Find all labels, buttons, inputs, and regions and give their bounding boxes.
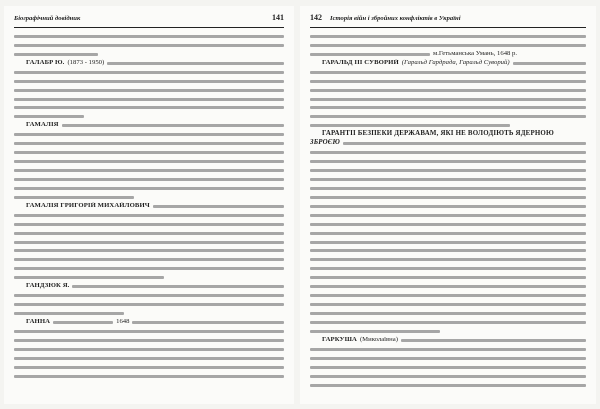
illegible-text-placeholder — [153, 205, 284, 208]
text-line — [310, 112, 586, 121]
text-line — [310, 381, 586, 390]
illegible-text-placeholder — [310, 205, 586, 208]
illegible-text-placeholder — [310, 124, 510, 127]
illegible-text-placeholder — [14, 303, 284, 306]
section-heading-line2: ЗБРОЄЮ — [310, 139, 340, 147]
text-line — [310, 255, 586, 264]
page-header — [14, 13, 284, 28]
text-line — [14, 255, 284, 264]
text-line — [14, 112, 284, 121]
page-body — [310, 32, 586, 390]
illegible-text-placeholder — [14, 35, 284, 38]
text-line — [14, 247, 284, 256]
illegible-text-placeholder — [14, 115, 84, 118]
illegible-text-placeholder — [310, 53, 430, 56]
running-head: Історія війн і збройних конфліктів в Україні — [330, 15, 461, 22]
illegible-text-placeholder — [14, 357, 284, 360]
illegible-text-placeholder — [310, 169, 586, 172]
illegible-text-placeholder — [310, 303, 586, 306]
text-line — [310, 309, 586, 318]
illegible-text-placeholder — [310, 187, 586, 190]
illegible-text-placeholder — [310, 249, 586, 252]
text-line — [310, 345, 586, 354]
section-heading-cont — [310, 139, 586, 148]
illegible-text-placeholder — [14, 276, 164, 279]
illegible-text-placeholder — [14, 223, 284, 226]
text-line — [14, 336, 284, 345]
page-header — [310, 13, 586, 28]
illegible-text-placeholder — [14, 89, 284, 92]
illegible-text-placeholder — [14, 241, 284, 244]
illegible-text-placeholder — [310, 178, 586, 181]
illegible-text-placeholder — [310, 214, 586, 217]
text-line — [310, 318, 586, 327]
text-line — [310, 148, 586, 157]
entry-headword: ГАМАЛІЯ — [26, 121, 59, 129]
text-line — [310, 220, 586, 229]
illegible-text-placeholder — [310, 151, 586, 154]
left-page — [4, 6, 294, 404]
illegible-text-placeholder — [62, 124, 284, 127]
illegible-text-placeholder — [310, 285, 586, 288]
text-line — [14, 193, 284, 202]
illegible-text-placeholder — [310, 160, 586, 163]
illegible-text-placeholder — [310, 241, 586, 244]
illegible-text-placeholder — [14, 178, 284, 181]
running-head: Біографічний довідник — [14, 15, 81, 22]
text-line — [310, 157, 586, 166]
text-line — [310, 32, 586, 41]
illegible-text-placeholder — [310, 71, 586, 74]
text-line — [14, 363, 284, 372]
text-line — [310, 202, 586, 211]
text-line — [14, 86, 284, 95]
entry-headword: ГАМАЛІЯ ГРИГОРІЙ МИХАЙЛОВИЧ — [26, 201, 150, 209]
illegible-text-placeholder — [310, 196, 586, 199]
text-line — [310, 68, 586, 77]
illegible-text-placeholder — [513, 62, 586, 65]
text-line — [14, 291, 284, 300]
illegible-text-placeholder — [14, 294, 284, 297]
entry-headword: ГАРКУША — [322, 335, 357, 343]
illegible-text-placeholder — [310, 258, 586, 261]
text-line — [14, 139, 284, 148]
illegible-text-placeholder — [14, 267, 284, 270]
illegible-text-placeholder — [132, 321, 284, 324]
text-line — [14, 157, 284, 166]
text-line — [310, 41, 586, 50]
illegible-text-placeholder — [14, 348, 284, 351]
illegible-text-placeholder — [107, 62, 284, 65]
illegible-text-placeholder — [310, 98, 586, 101]
text-line — [310, 175, 586, 184]
illegible-text-placeholder — [14, 71, 284, 74]
section-heading — [310, 130, 586, 139]
illegible-text-placeholder — [310, 348, 586, 351]
entry-headword: ГАННА — [26, 318, 51, 325]
illegible-text-placeholder — [14, 312, 124, 315]
illegible-text-placeholder — [310, 321, 586, 324]
illegible-text-placeholder — [14, 187, 284, 190]
text-line — [310, 273, 586, 282]
text-line — [14, 354, 284, 363]
entry-fragment: (Миколаївна) — [359, 335, 398, 343]
illegible-text-placeholder — [14, 249, 284, 252]
text-line — [310, 291, 586, 300]
illegible-text-placeholder — [53, 321, 113, 324]
text-line — [310, 372, 586, 381]
illegible-text-placeholder — [310, 366, 586, 369]
text-line — [310, 327, 586, 336]
text-line — [14, 130, 284, 139]
illegible-text-placeholder — [310, 267, 586, 270]
text-line — [310, 184, 586, 193]
entry-headword: ГАРАЛЬД III СУВОРИЙ — [322, 58, 399, 66]
text-line — [310, 104, 586, 113]
illegible-text-placeholder — [14, 80, 284, 83]
text-line — [14, 32, 284, 41]
illegible-text-placeholder — [310, 330, 440, 333]
illegible-text-placeholder — [310, 384, 586, 387]
page-body — [14, 32, 284, 381]
text-line — [310, 363, 586, 372]
text-line — [14, 309, 284, 318]
page-number: 141 — [272, 13, 284, 22]
illegible-text-placeholder — [14, 44, 284, 47]
illegible-text-placeholder — [14, 339, 284, 342]
text-line — [310, 238, 586, 247]
illegible-text-placeholder — [14, 106, 284, 109]
text-line — [310, 86, 586, 95]
text-line — [14, 68, 284, 77]
illegible-text-placeholder — [310, 80, 586, 83]
illegible-text-placeholder — [310, 375, 586, 378]
illegible-text-placeholder — [310, 294, 586, 297]
entry — [310, 336, 586, 345]
text-line — [14, 345, 284, 354]
text-line — [14, 273, 284, 282]
text-line — [310, 121, 586, 130]
illegible-text-placeholder — [14, 196, 134, 199]
illegible-text-placeholder — [14, 142, 284, 145]
illegible-text-placeholder — [310, 115, 586, 118]
text-line — [310, 211, 586, 220]
text-line — [14, 372, 284, 381]
entry — [14, 318, 284, 327]
text-line — [14, 95, 284, 104]
text-line — [14, 148, 284, 157]
illegible-text-placeholder — [14, 53, 98, 56]
illegible-text-placeholder — [310, 276, 586, 279]
illegible-text-placeholder — [72, 285, 284, 288]
text-line — [14, 41, 284, 50]
text-line — [310, 354, 586, 363]
illegible-text-placeholder — [310, 89, 586, 92]
entry — [310, 59, 586, 68]
text-line — [14, 175, 284, 184]
illegible-text-placeholder — [14, 375, 284, 378]
text-line — [310, 282, 586, 291]
text-line — [14, 220, 284, 229]
illegible-text-placeholder — [401, 339, 586, 342]
text-line — [14, 77, 284, 86]
text-line — [14, 211, 284, 220]
text-line — [310, 264, 586, 273]
entry-date: (1873 - 1950) — [67, 58, 105, 66]
illegible-text-placeholder — [310, 106, 586, 109]
header-rule — [310, 27, 586, 29]
illegible-text-placeholder — [14, 133, 284, 136]
entry — [14, 59, 284, 68]
entry-fragment: (Гаральд Гардрада, Гаральд Суворий) — [401, 58, 510, 66]
entry — [14, 121, 284, 130]
illegible-text-placeholder — [310, 223, 586, 226]
text-line — [310, 247, 586, 256]
illegible-text-placeholder — [14, 98, 284, 101]
illegible-text-placeholder — [14, 151, 284, 154]
section-heading-line1: ГАРАНТІЇ БЕЗПЕКИ ДЕРЖАВАМ, ЯКІ НЕ ВОЛОДІЮТЬ ЯДЕРНОЮ — [322, 130, 554, 138]
text-line — [14, 184, 284, 193]
illegible-text-placeholder — [310, 312, 586, 315]
text-line — [310, 193, 586, 202]
entry-headword: ГАНДЗЮК Я. — [26, 282, 70, 290]
illegible-text-placeholder — [14, 366, 284, 369]
text-line — [310, 77, 586, 86]
page-number: 142 — [310, 13, 322, 22]
text-line — [14, 238, 284, 247]
top-fragment: м.Гетьманська Умань, 1648 р. — [433, 49, 518, 57]
text-line — [14, 300, 284, 309]
text-line — [310, 50, 586, 59]
text-line — [310, 166, 586, 175]
text-line — [14, 229, 284, 238]
text-line — [14, 327, 284, 336]
entry-fragment: 1648 — [116, 318, 130, 325]
text-line — [14, 104, 284, 113]
text-line — [310, 229, 586, 238]
right-page — [300, 6, 596, 404]
entry — [14, 282, 284, 291]
entry-headword: ГАЛАБР Ю. — [26, 58, 65, 66]
entry — [14, 202, 284, 211]
illegible-text-placeholder — [343, 142, 586, 145]
illegible-text-placeholder — [14, 258, 284, 261]
illegible-text-placeholder — [310, 44, 586, 47]
text-line — [14, 50, 284, 59]
illegible-text-placeholder — [14, 330, 284, 333]
text-line — [14, 264, 284, 273]
illegible-text-placeholder — [14, 160, 284, 163]
illegible-text-placeholder — [14, 169, 284, 172]
illegible-text-placeholder — [310, 35, 586, 38]
illegible-text-placeholder — [310, 357, 586, 360]
text-line — [14, 166, 284, 175]
illegible-text-placeholder — [310, 232, 586, 235]
text-line — [310, 95, 586, 104]
text-line — [310, 300, 586, 309]
illegible-text-placeholder — [14, 232, 284, 235]
header-rule — [14, 27, 284, 29]
illegible-text-placeholder — [14, 214, 284, 217]
